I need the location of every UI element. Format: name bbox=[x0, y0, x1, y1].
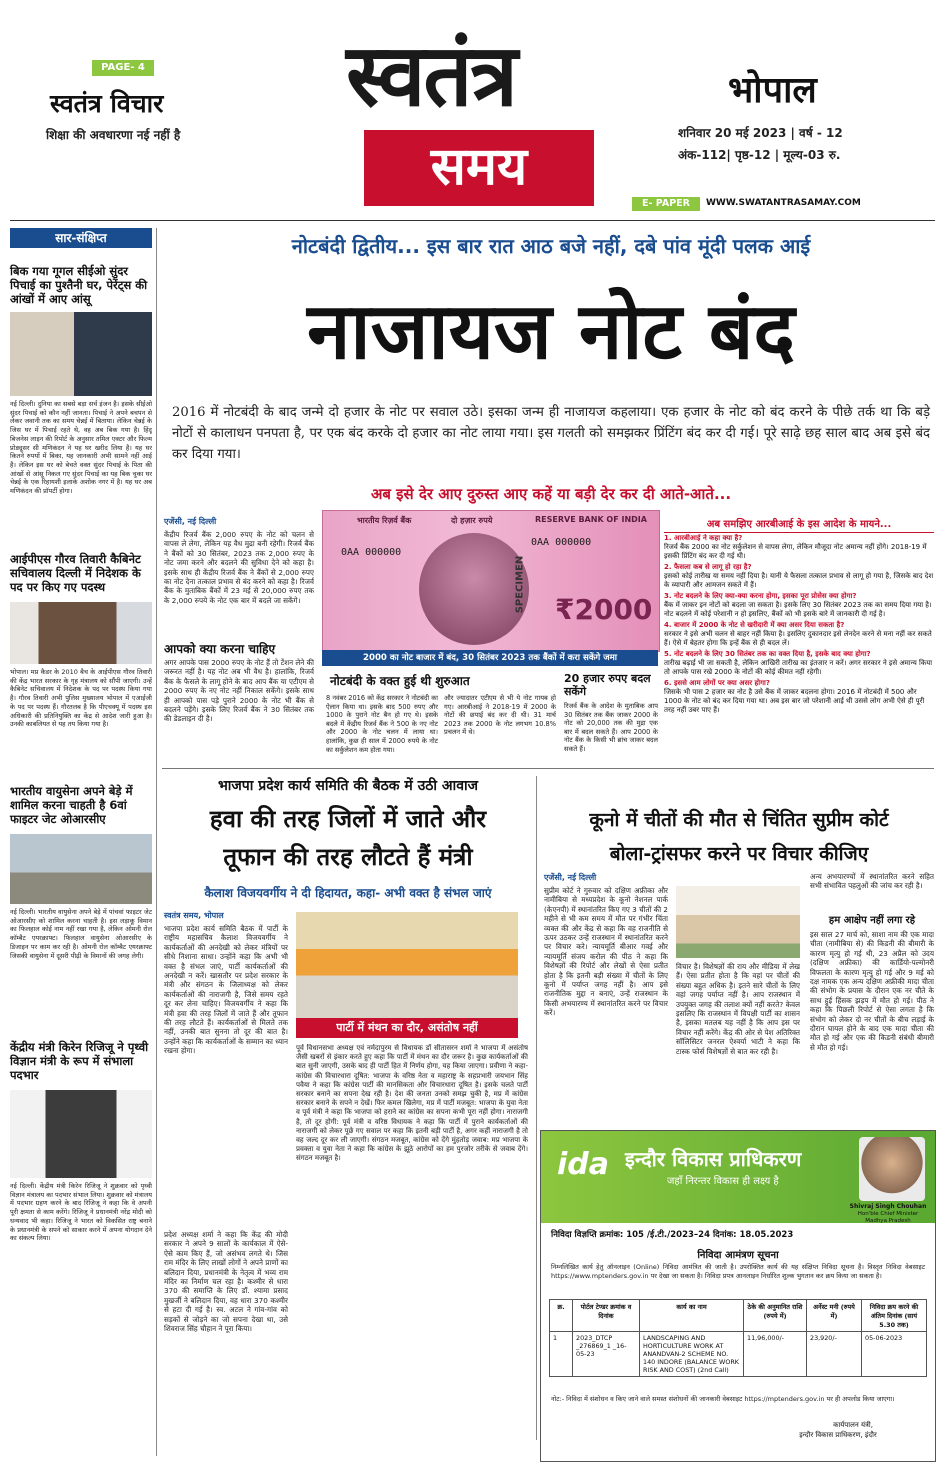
sidebar-story2-headline: आईपीएस गौरव तिवारी कैबिनेट सचिवालय दिल्ली में निदेशक के पद पर किए गए पदस्थ bbox=[10, 552, 141, 594]
bjp-dateline: स्वतंत्र समय, भोपाल bbox=[164, 911, 224, 920]
bjp-col2: प्रदेश अध्यक्ष शर्मा ने कहा कि केंद्र की मोदी सरकार ने अपने 9 सालों के कार्यकाल में ऐसे-ऐसे काम किए हैं, जो असंभव लगते थे। जिस राम मंदिर के लिए लाखों लोगों ने अपने प्राणों का बलिदान दिया, प्रधानमंत्री के नेतृत्व में भव्य राम मंदिर का निर्माण चल रहा है। कश्मीर से धारा 370 की समाप्ति के लिए डॉ. श्यामा प्रसाद मुखर्जी ने बलिदान दिया, वह धारा 370 कश्मीर से हटा दी गई है। स्व. अटल ने गांव-गांव को सड़कों से जोड़ने का जो सपना देखा था, उसे शिवराज सिंह चौहान ने पूरा किया। bbox=[164, 1230, 288, 1334]
mid-divider bbox=[536, 776, 537, 1440]
section-tagline: शिक्षा की अवधारणा नई नहीं है bbox=[46, 128, 181, 142]
td-estimate: 11,96,000/- bbox=[744, 1332, 807, 1377]
masthead-bottom: समय bbox=[430, 137, 528, 197]
th-estimate: ठेके की अनुमानित राशि (रुपये में) bbox=[744, 1300, 807, 1332]
sc-col2: विचार है। विशेषज्ञों की राय और मीडिया में लेख हैं। ऐसा प्रतीत होता है कि वहां पर चीतों की संख्या बहुत अधिक है। इतने सारे चीतों के लिए वहां जगह पर्याप्त नहीं है। आप राजस्थान में उपयुक्त जगह की तलाश क्यों नहीं करते? केवल इसलिए कि राजस्थान में विपक्षी पार्टी का शासन है, इसका मतलब यह नहीं है कि आप इस पर विचार नहीं करेंगे। केंद्र की ओर से पेश अतिरिक्त सॉलिसिटर जनरल ऐश्वर्या भाटी ने कहा कि टास्क फोर्स विशेषज्ञों से बात कर रही है। bbox=[676, 962, 800, 1056]
ida-slogan: जहाँ निरन्तर विकास ही लक्ष्य है bbox=[667, 1176, 779, 1187]
bjp-headline-line2: तूफान की तरह लौटते हैं मंत्री bbox=[223, 843, 473, 871]
section-title: स्वतंत्र विचार bbox=[50, 89, 164, 118]
sidebar-divider bbox=[156, 228, 157, 1456]
lead-sub2-head: नोटबंदी के वक्त हुई थी शुरुआत bbox=[330, 674, 470, 688]
header-divider bbox=[10, 220, 935, 221]
tender-notice-title: निविदा आमंत्रण सूचना bbox=[697, 1250, 779, 1261]
bjp-deck: कैलाश विजयवर्गीय ने दी हिदायत, कहा- अभी वक्त है संभल जाएं bbox=[204, 886, 492, 900]
lead-sub1-body: अगर आपके पास 2000 रुपए के नोट हैं तो टेंशन लेने की जरूरत नहीं है। यह नोट अब भी वैध है। हालांकि, रिजर्व बैंक के फैसले के लागू होने के बाद आप बैंक या एटीएम से 2000 रुपए के नए नोट नहीं निकाल सकेंगे। इसके साथ ही आपको पास पड़े पुराने 2000 के नोट भी बैंक से बदलने पड़ेंगे। इसके लिए रिजर्व बैंक ने 30 सितंबर तक की डेडलाइन दी है। bbox=[164, 658, 314, 724]
td-last-date: 05-06-2023 bbox=[862, 1332, 927, 1377]
lead-headline: नाजायज नोट बंद bbox=[307, 287, 795, 377]
lead-sub1-head: आपको क्या करना चाहिए bbox=[164, 642, 276, 656]
th-serial: क्र. bbox=[550, 1300, 573, 1332]
ida-title: इन्दौर विकास प्राधिकरण bbox=[625, 1147, 802, 1171]
note-specimen: SPECIMEN bbox=[514, 555, 526, 614]
sidebar-story4-body: नई दिल्ली। केंद्रीय मंत्री किरेन रिजिजू ने शुक्रवार को पृथ्वी विज्ञान मंत्रालय का पदभार संभाल लिया। शुक्रवार को मंत्रालय में पदभार ग्रहण करने के बाद रिजिजू ने कहा कि वे अपनी पूरी क्षमता से काम करेंगे। रिजिजू ने प्रधानमंत्री नरेंद्र मोदी को धन्यवाद भी कहा। रिजिजू ने भारत को विकसित राष्ट्र बनाने के प्रधानमंत्री के सपने को साकार करने में अपना योगदान देने का संकल्प लिया। bbox=[10, 1182, 152, 1243]
lead-sub3-body: रिजर्व बैंक के आदेश के मुताबिक आप 30 सितंबर तक बैंक जाकर 2000 के नोट को 20,000 तक की मुद्रा एक बार में बदल सकते हैं। आप 2000 के नोट बैंक के किसी भी ब्रांच जाकर बदल सकते हैं। bbox=[564, 702, 658, 753]
bjp-group-photo bbox=[296, 912, 518, 1018]
lead-sub3-head: 20 हजार रुपए बदल सकेंगे bbox=[564, 672, 651, 698]
faq-item: 6. इससे आम लोगों पर क्या असर होगा? जिसके भी पास 2 हजार का नोट है उसे बैंक में जाकर बदलना होगा। 2016 में नोटबंदी में 500 और 1000 के नोट को बंद कर दिया गया था। अब इस बार जो परेशानी आई थी उससे लोग अभी ऐसे ही पूरी तरह नहीं उबर पाए हैं। bbox=[664, 679, 925, 714]
th-work-name: कार्य का नाम bbox=[640, 1300, 744, 1332]
lead-dateline: एजेंसी, नई दिल्ली bbox=[164, 517, 217, 526]
sc-headline-line1: कूनो में चीतों की मौत से चिंतित सुप्रीम कोर्ट bbox=[589, 809, 889, 831]
lead-col1-body: केंद्रीय रिजर्व बैंक 2,000 रुपए के नोट को चलन से वापस ले लेगा, लेकिन यह वैध मुद्रा बनी रहेगी। रिजर्व बैंक ने बैंकों को 30 सितंबर, 2023 तक 2,000 रुपए के नोट जमा करने और बदलने की सुविधा देने को कहा है। इसके साथ ही केंद्रीय रिजर्व बैंक ने बैंकों से 2,000 रुपए का नोट देना तत्काल प्रभाव से बंद करने को कहा है। रिजर्व बैंक के मुताबिक बैंकों में 23 मई से 20,000 रुपए तक के 2,000 रुपये के नोट एक बार में बदले जा सकेंगे। bbox=[164, 530, 314, 605]
note-bank-hindi: भारतीय रिज़र्व बैंक bbox=[357, 516, 412, 525]
lead-kicker: नोटबंदी द्वितीय... इस बार रात आठ बजे नहीं, दबे पांव मूंदी पलक आई bbox=[291, 234, 811, 258]
td-serial: 1 bbox=[550, 1332, 573, 1377]
note-value: ₹2000 bbox=[555, 593, 653, 626]
tender-footnote: नोट:- निविदा में संशोधन व किए जाने वाले समस्त संशोधनों की जानकारी वेबसाइट https://mptenders.gov.in पर ही अपलोड किया जाएगा। bbox=[551, 1395, 895, 1403]
page-label: PAGE- 4 bbox=[92, 60, 154, 76]
table-row bbox=[550, 1332, 927, 1377]
cm-name: Shivraj Singh Chouhan bbox=[849, 1203, 927, 1210]
sc-col1: सुप्रीम कोर्ट ने गुरुवार को दक्षिण अफ्रीका और नामीबिया से मध्यप्रदेश के कूनो नेशनल पार्क (केएनपी) में स्थानांतरित किए गए 3 चीतों की 2 महीने से भी कम समय में मौत पर गंभीर चिंता व्यक्त की और केंद्र से कहा कि वह राजनीति से ऊपर उठकर उन्हें राजस्थान में स्थानांतरित करने पर विचार करे। न्यायमूर्ति बीआर गवई और न्यायमूर्ति संजय करोल की पीठ ने कहा कि विशेषज्ञों की रिपोर्ट और लेखों से ऐसा प्रतीत होता है कि इतनी बड़ी संख्या में चीतों के लिए कूनो में पर्याप्त जगह नहीं है। आप इसे राजनीतिक मुद्दा न बनाएं, उन्हें राजस्थान के किसी अभयारण्य में स्थानांतरित करने पर विचार करें। bbox=[544, 886, 668, 1018]
faq-item: 1. आरबीआई ने कहा क्या है? रिजर्व बैंक 2000 का नोट सर्कुलेशन से वापस लेगा, लेकिन मौजूदा नोट अमान्य नहीं होंगे। 2018-19 में इसकी प्रिंटिंग बंद कर दी गई थी। bbox=[664, 534, 927, 560]
note-bank-english: RESERVE BANK OF INDIA bbox=[535, 515, 647, 524]
cm-title2: Madhya Pradesh bbox=[865, 1218, 911, 1224]
td-earnest: 23,920/- bbox=[807, 1332, 862, 1377]
th-earnest: अर्नेस्ट मनी (रुपये में) bbox=[807, 1300, 862, 1332]
faq-item: 5. नोट बदलने के लिए 30 सितंबर तक का वक्त दिया है, इसके बाद क्या होगा? तारीख बढ़ाई भी जा सकती है, लेकिन आखिरी तारीख का इंतजार न करें। अगर सरकार ने इसे अमान्य किया तो आपके पास रखे 2000 के नोटों की कोई कीमत नहीं रहेगी। bbox=[664, 650, 933, 676]
cm-photo bbox=[859, 1137, 925, 1201]
tender-table bbox=[549, 1299, 927, 1377]
lead-subkicker: अब इसे देर आए दुरुस्त आए कहें या बड़ी देर कर दी आते-आते... bbox=[370, 485, 732, 503]
masthead-top: स्वतंत्र bbox=[346, 26, 516, 126]
bjp-kicker: भाजपा प्रदेश कार्य समिति की बैठक में उठी आवाज bbox=[217, 778, 479, 794]
sidebar bbox=[10, 228, 152, 1456]
ida-advertisement bbox=[540, 1130, 936, 1462]
note-denom-hindi: दो हज़ार रुपये bbox=[451, 516, 493, 525]
td-portal-no: 2023_DTCP _276869_1 _16-05-23 bbox=[573, 1332, 640, 1377]
currency-note-image bbox=[322, 510, 660, 652]
note-banner: 2000 का नोट बाजार में बंद, 30 सितंबर 2023 तक बैंकों में करा सकेंगे जमा bbox=[322, 650, 658, 666]
issue-line: अंक-112| पृष्ठ-12 | मूल्य-03 रु. bbox=[678, 148, 841, 162]
th-portal-no: पोर्टल टेण्डर क्रमांक व दिनांक bbox=[573, 1300, 640, 1332]
td-work-name: LANDSCAPING AND HORTICULTURE WORK AT ANANDVAN-2 SCHEME NO. 140 INDORE (BALANCE WORK RISK AND COST) (2nd Call) bbox=[640, 1332, 744, 1377]
th-last-date: निविदा क्रय करने की अंतिम दिनांक (सायं 5.30 तक) bbox=[862, 1300, 927, 1332]
date-line: शनिवार 20 मई 2023 | वर्ष - 12 bbox=[678, 126, 843, 140]
sidebar-story2-body: भोपाल। मप्र कैडर के 2010 बैच के आईपीएस गौरव तिवारी की केंद्र भारत सरकार के गृह मंत्रालय को सौंपी जाएगी। उन्हें कैबिनेट सचिवालय में निदेशक के पद पर पदस्थ किया गया है। गौरव तिवारी अभी पुलिस मुख्यालय भोपाल में एआईजी के पद पर पदस्थ हैं। गौरतलब है कि पीएचक्यू में पदस्थ इस अधिकारी की प्रतिनियुक्ति का केंद्र से आदेश जारी हुआ है। उनकी काबलियत से यह तय किया गया है। bbox=[10, 668, 152, 729]
sc-col3: अन्य अभयारण्यों में स्थानांतरित करने सहित सभी संभावित पहलुओं की जांच कर रही है। bbox=[810, 872, 934, 891]
faq-item: 4. बाजार में 2000 के नोट से खरीदारी में क्या असर दिया सकता है? सरकार ने इसे अभी चलन से बाहर नहीं किया है। इसलिए दुकानदार इसे लेनदेन करने से मना नहीं कर सकते हैं। ऐसे में बेहतर होगा कि इन्हें बैंक से ही बदल लें। bbox=[664, 621, 932, 647]
rijiju-photo bbox=[10, 1090, 152, 1178]
ida-logo: ida bbox=[557, 1147, 610, 1182]
cm-title1: Hon'ble Chief Minister bbox=[857, 1211, 919, 1217]
website-link[interactable]: WWW.SWATANTRASAMAY.COM bbox=[706, 198, 861, 208]
sc-col3b: इस साल 27 मार्च को, साशा नाम की एक मादा चीता (नामीबिया से) की किडनी की बीमारी के कारण मृत्यु हो गई थी, 23 अप्रैल को उदय (दक्षिण अफ्रीका) की कार्डियो-पल्मोनरी विफलता के कारण मृत्यु हो गई और 9 मई को दक्ष नामक एक अन्य दक्षिण अफ्रीकी मादा चीता की संभोग के प्रयास के दौरान एक नर चीते के साथ हुई हिंसक झड़प में मौत हो गई। पीठ ने कहा कि पिछली रिपोर्ट से ऐसा लगता है कि संभोग को लेकर दो नर चीतों के बीच लड़ाई के दौरान घायल होने के बाद एक मादा चीता की मौत हो गई और एक की किडनी संबंधी बीमारी से मौत हो गई। bbox=[810, 930, 934, 1052]
sc-subhead: हम आक्षेप नहीं लगा रहे bbox=[828, 915, 916, 926]
sc-headline-line2: बोला-ट्रांसफर करने पर विचार कीजिए bbox=[609, 843, 869, 865]
note-serial-left: 0AA 000000 bbox=[341, 547, 402, 558]
bjp-photo-caption: पार्टी में मंथन का दौर, असंतोष नहीं bbox=[296, 1018, 518, 1038]
sc-dateline: एजेंसी, नई दिल्ली bbox=[544, 873, 597, 882]
fighter-jet-photo bbox=[10, 834, 152, 904]
epaper-label: E- PAPER bbox=[632, 197, 700, 211]
faq-item: 3. नोट बदलने के लिए क्या-क्या करना होगा, इसका पूरा प्रोसेस क्या होगा? बैंक में जाकर इन नोटों को बदला जा सकता है। इसके लिए 30 सितंबर 2023 तक का समय दिया गया है। नोट बदलने में कोई परेशानी न हो इसलिए, बैंकों को भी इसके बारे में जानकारी दी गई है। bbox=[664, 592, 932, 618]
gaurav-tiwari-photo bbox=[10, 602, 152, 664]
bjp-headline-line1: हवा की तरह जिलों में जाते और bbox=[209, 805, 487, 833]
lead-divider bbox=[162, 768, 934, 769]
sidebar-heading: सार-संक्षिप्त bbox=[10, 228, 152, 248]
faq-heading: अब समझिए आरबीआई के इस आदेश के मायने... bbox=[664, 516, 934, 533]
lead-sub2-body: 8 नवंबर 2016 को केंद्र सरकार ने नोटबंदी का ऐलान किया था। इसके बाद 500 रुपए और 1000 के पुराने नोट बैन हो गए थे। इसके बदले में केंद्रीय रिजर्व बैंक ने 500 के नए नोट और 2000 के नोट चलन में लाया था। हालांकि, कुछ ही साल में 2000 रुपये के नोट का सर्कुलेशन कम होता गया। bbox=[326, 694, 438, 754]
tender-ref: निविदा विज्ञप्ति क्रमांक: 105 /ई.टी./2023–24 दिनांक: 18.05.2023 bbox=[551, 1230, 794, 1240]
note-serial-right: 0AA 000000 bbox=[531, 537, 592, 548]
city-name: भोपाल bbox=[728, 70, 817, 111]
tender-signature1: कार्यपालन यंत्री, bbox=[833, 1421, 873, 1429]
tender-signature2: इन्दौर विकास प्राधिकरण, इंदौर bbox=[799, 1431, 877, 1439]
lead-sub2b-body: और ज्यादातर एटीएम से भी ये नोट गायब हो गए। आरबीआई ने 2018-19 में 2000 के नोटों की छपाई बंद कर दी थी। 31 मार्च 2023 तक 2000 के नोट लगभग 10.8% प्रचलन में थे। bbox=[444, 694, 556, 737]
pichai-photo bbox=[10, 312, 152, 396]
lead-intro: 2016 में नोटबंदी के बाद जन्मे दो हजार के नोट पर सवाल उठे। इसका जन्म ही नाजायज कहलाया। एक हजार के नोट को बंद करने के पीछे तर्क था कि बड़े नोटों से कालाधन पनपता है, पर एक बंद करके दो हजार का नोट लाया गया। इस गलती को समझकर प्रिंटिंग बंद कर दी गई। पूरे साढ़े छह साल बाद अब इसे बंद कर दिया गया। bbox=[172, 405, 930, 462]
sidebar-story4-headline: केंद्रीय मंत्री किरेन रिजिजू ने पृथ्वी विज्ञान मंत्री के रूप में संभाला पदभार bbox=[10, 1040, 149, 1082]
sidebar-story3-headline: भारतीय वायुसेना अपने बेड़े में शामिल करना चाहती है 6वां फाइटर जेट ओआरसीए bbox=[10, 784, 133, 826]
sidebar-story1-headline: बिक गया गूगल सीईओ सुंदर पिचाई का पुश्तैनी घर, पेरेंट्स की आंखों में आए आंसू bbox=[10, 264, 148, 306]
gandhi-portrait bbox=[419, 533, 529, 645]
sidebar-story3-body: नई दिल्ली। भारतीय वायुसेना अपने बेड़े में पांचवां फाइटर जेट ओआरसीए को शामिल करना चाहती है। इस लड़ाकू विमान का फिलहाल कोई नाम नहीं रखा गया है, लेकिन ओमनी रोल कॉम्बैट एयरक्राफ्ट। फिलहाल वायुसेना ओआरसीए के डिजाइन पर काम कर रही है। ओमनी रोल कॉम्बैट एयरक्राफ्ट जिसकी वायुसेना में दूसरी पीढ़ी के विमानों की जगह लेगी। bbox=[10, 908, 152, 960]
bjp-col1: भाजपा प्रदेश कार्य समिति बैठक में पार्टी के राष्ट्रीय महासचिव कैलाश विजयवर्गीय ने कार्यकर्ताओं की अनदेखी को लेकर मंत्रियों पर सीधे निशाना साधा। उन्होंने कहा कि अभी भी वक्त है संभल जाएं, पार्टी कार्यकर्ताओं की अनदेखी न करें। खासतौर पर प्रदेश सरकार के मंत्री और संगठन के जिलाध्यक्ष को लेकर कार्यकर्ताओं की नाराजगी है, जिसे समय रहते दूर कर लेना चाहिए। विजयवर्गीय ने कहा कि मंत्री हवा की तरह जिलों में जाते हैं और तूफान की तरह लौटते हैं। कार्यकर्ताओं से मिलते तक नहीं, उनकी बात सुनना तो दूर की बात है। उन्होंने कहा कि कार्यकर्ताओं के सम्मान का ध्यान रखना होगा। bbox=[164, 924, 288, 1056]
sidebar-story1-body: नई दिल्ली। दुनिया का सबसे बड़ा सर्च इंजन है। इसके सीईओ सुंदर पिचाई को कौन नहीं जानता। पिचाई ने अपने बचपन से लेकर जवानी तक का समय चेन्नई में बिताया। लेकिन चेन्नई के जिस घर में पिचाई रहते थे, वह अब बिक गया है। हिंदू बिजनेस लाइन की रिपोर्ट के अनुसार तमिल एक्टर और फिल्म प्रोड्यूसर सी मणिकंदन ने यह घर खरीद लिया है। यह घर कितने रुपयों में बिका, यह जानकारी अभी सामने नहीं आई है। लेकिन इस घर को बेचते वक्त सुंदर पिचाई के पिता की आंखों से आंसू निकल गए सुंदर पिचाई का यह बिक चुका घर चेन्नई के एक रिहायशी इलाके अशोक नगर में है। यह घर अब मणिकंदन की प्रॉपर्टी होगा। bbox=[10, 400, 152, 496]
faq-item: 2. फैसला कब से लागू हो रहा है? इसको कोई तारीख या समय नहीं दिया है। यानी ये फैसला तत्काल प्रभाव से लागू हो गया है, जिसके बाद देश के व्यापारी और आमजन सकते में हैं। bbox=[664, 563, 934, 589]
tender-notice-body: निम्नलिखित कार्य हेतु ऑनलाइन (Online) निविदा आमंत्रित की जाती है। उपरोक्तित कार्य की यह संक्षिप्त निविदा सूचना है। विस्तृत निविदा वेबसाइट https://www.mptenders.gov.in पर देखा जा सकता है। निविदा प्रपत्र आनलाइन निर्धारित शुल्क भुगतान कर क्रय किया जा सकता है। bbox=[551, 1263, 925, 1280]
tender-table-header bbox=[550, 1300, 927, 1332]
faq-list bbox=[664, 534, 934, 762]
bjp-bottom-body: पूर्व विधानसभा अध्यक्ष एवं नर्मदापुरम से विधायक डॉ सीतासरन शर्मा ने भाजपा में असंतोष जैसी खबरों से इंकार करते हुए कहा कि पार्टी में मंथन का दौर जरूर है। कुछ कार्यकर्ताओं की बात सुनी जाएगी, उसके बाद ही पार्टी हित में निर्णय होगा, यह किया जाएगा। प्रवीणा ने कहा- कांग्रेस की विचारधारा दूषित: भाजपा के वरिष्ठ नेता व महाराष्ट्र के सहप्रभारी जयभान सिंह पवैया ने कहा कि कांग्रेस पार्टी की मानसिकता और विचारधारा दूषित है। इसके चलते पार्टी सरकार बनाने का सपना देख रही है। देश की जनता उनको समझ चुकी है, मप्र में कांग्रेस सरकार बनाने के सपने न देखें। फिर कमल खिलेगा, मप्र में पार्टी मजबूत: भाजपा के युवा नेता व पूर्व मंत्री ने कहा कि भाजपा को हराने का कांग्रेस का सपना कभी पूरा नहीं होगा। नाराजगी है, तो दूर होगी: पूर्व मंत्री व वरिष्ठ विधायक ने कहा कि पार्टी में पुराने कार्यकर्ताओं की नाराजगी को लेकर पूछे गए सवाल पर कहा कि इतनी बड़ी पार्टी है, अगर कहीं नाराजगी है तो वह जल्द दूर कर ली जाएगी। संगठन मजबूत, कांग्रेस को देंगे मुंहतोड़ जवाब: मप्र भाजपा के प्रवक्ता व युवा नेता ने कहा कि कांग्रेस के झूठे आरोपों का हम पुरजोर तरीके से जवाब देंगे। संगठन मजबूत है। bbox=[296, 1044, 528, 1163]
supreme-court-photo bbox=[676, 886, 800, 958]
